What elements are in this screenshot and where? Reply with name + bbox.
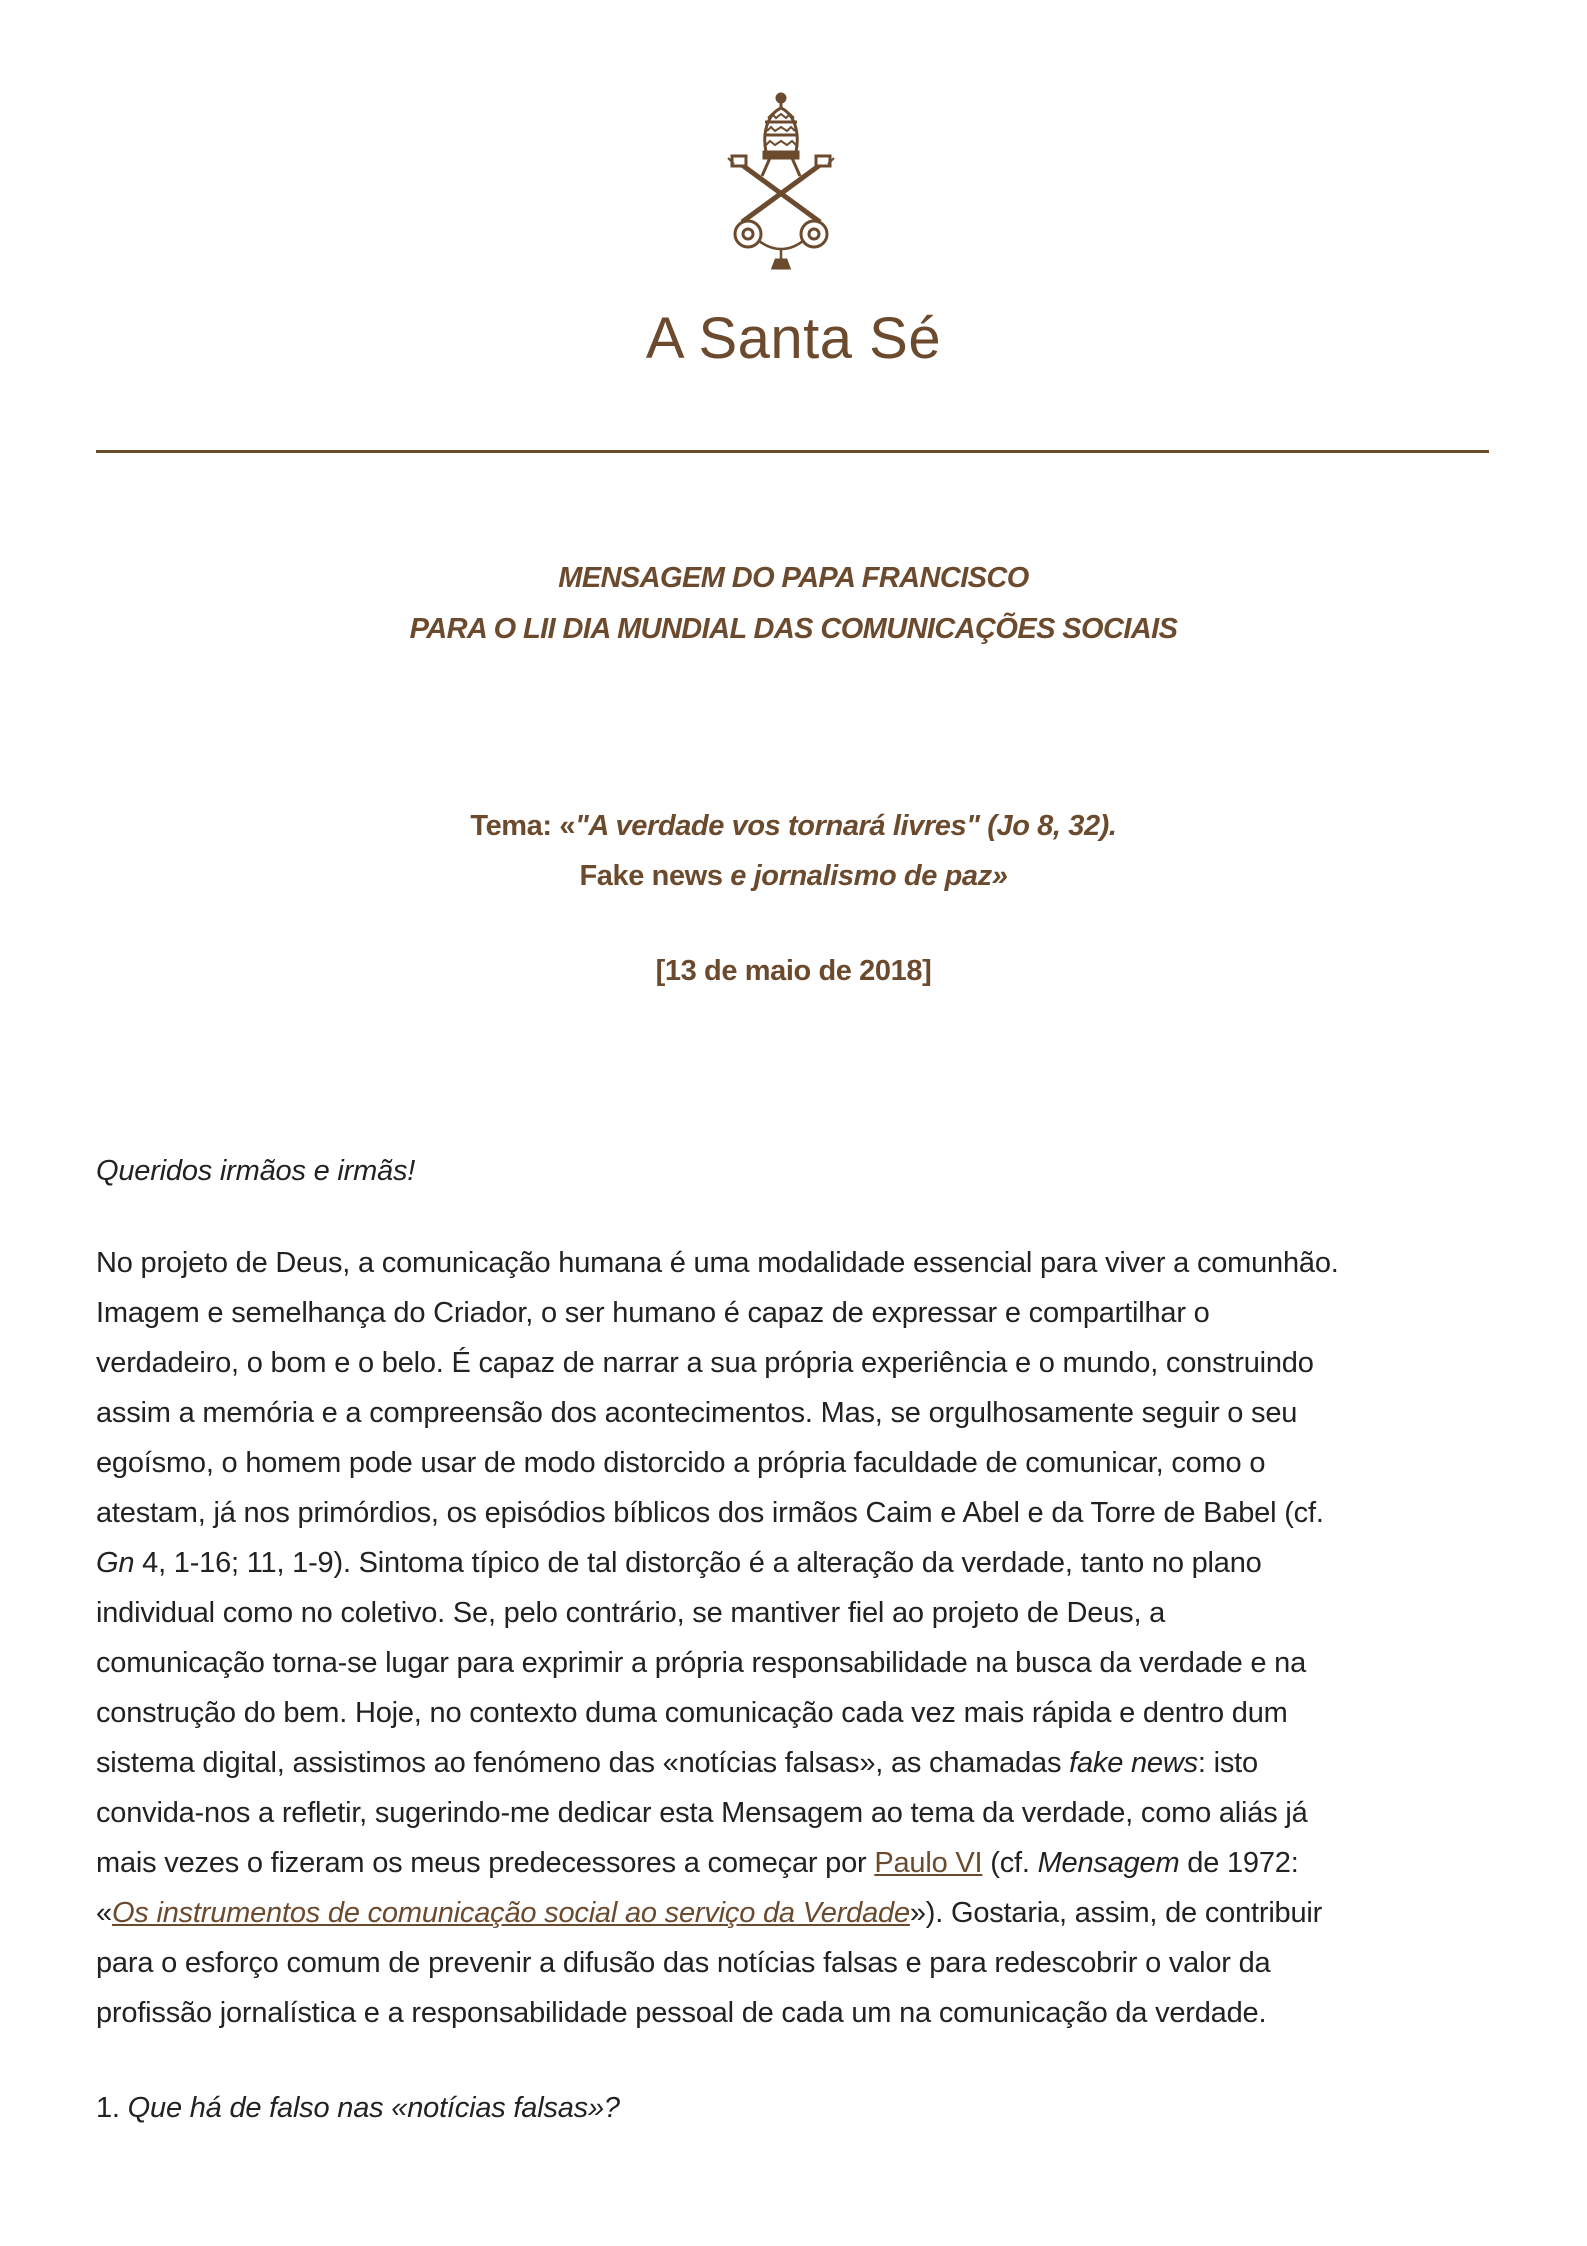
message-date: [13 de maio de 2018] [655, 955, 932, 987]
paragraph-line: No projeto de Deus, a comunicação humana é uma modalidade essencial para viver a comunhão. [96, 1247, 1339, 1279]
greeting: Queridos irmãos e irmãs! [96, 1155, 416, 1187]
paragraph-line: construção do bem. Hoje, no contexto duma comunicação cada vez mais rápida e dentro dum [96, 1697, 1288, 1729]
paragraph-text: : isto [1197, 1747, 1258, 1779]
paragraph-text: de 1972: [1179, 1847, 1299, 1879]
site-title: A Santa Sé [645, 306, 942, 371]
paragraph-line: profissão jornalística e a responsabilidade pessoal de cada um na comunicação da verdade. [96, 1997, 1267, 2029]
section-title: Que há de falso nas «notícias falsas»? [127, 2092, 620, 2124]
paragraph-line: egoísmo, o homem pode usar de modo distorcido a própria faculdade de comunicar, como o [96, 1447, 1266, 1479]
fake-news-term: fake news [1069, 1747, 1198, 1779]
theme-label: Tema: « [470, 810, 576, 842]
paragraph-text: (cf. [982, 1847, 1038, 1879]
paragraph-text: 4, 1-16; 11, 1-9). Sintoma típico de tal distorção é a alteração da verdade, tanto no plano [134, 1547, 1262, 1579]
header-divider [96, 450, 1489, 453]
theme-line1 [0, 810, 1587, 843]
paragraph-text: mais vezes o fizeram os meus predecessores a começar por [96, 1847, 875, 1879]
message-heading-line1: MENSAGEM DO PAPA FRANCISCO [558, 562, 1029, 594]
theme-rest: e jornalismo de paz» [722, 860, 1008, 892]
paragraph-text: sistema digital, assistimos ao fenómeno das «notícias falsas», as chamadas [96, 1747, 1070, 1779]
papal-coat-of-arms-icon [718, 92, 844, 270]
theme-line2 [0, 860, 1587, 893]
theme-quote: "A verdade vos tornará livres" (Jo 8, 32). [575, 810, 1117, 842]
paragraph-text: »). Gostaria, assim, de contribuir [909, 1897, 1323, 1929]
paragraph-line [96, 1838, 1496, 1888]
paragraph-line [96, 1738, 1496, 1788]
genesis-abbrev: Gn [96, 1547, 135, 1579]
intro-paragraph [96, 1238, 1496, 2038]
paragraph-line: verdadeiro, o bom e o belo. É capaz de narrar a sua própria experiência e o mundo, construindo [96, 1347, 1314, 1379]
paragraph-text: « [96, 1897, 112, 1929]
paragraph-line: individual como no coletivo. Se, pelo contrário, se mantiver fiel ao projeto de Deus, a [96, 1597, 1166, 1629]
message-heading-line2: PARA O LII DIA MUNDIAL DAS COMUNICAÇÕES SOCIAIS [409, 613, 1178, 645]
paragraph-line: Imagem e semelhança do Criador, o ser humano é capaz de expressar e compartilhar o [96, 1297, 1210, 1329]
paragraph-line: para o esforço comum de prevenir a difusão das notícias falsas e para redescobrir o valor da [96, 1947, 1271, 1979]
paragraph-line: convida-nos a refletir, sugerindo-me dedicar esta Mensagem ao tema da verdade, como aliás já [96, 1797, 1308, 1829]
paragraph-line [96, 1538, 1496, 1588]
paragraph-line: comunicação torna-se lugar para exprimir a própria responsabilidade na busca da verdade e na [96, 1647, 1306, 1679]
paulo-vi-link[interactable]: Paulo VI [874, 1847, 983, 1879]
theme-fake-news: Fake news [579, 860, 723, 892]
message-1972-link[interactable]: Os instrumentos de comunicação social ao serviço da Verdade [111, 1897, 910, 1929]
paragraph-line: assim a memória e a compreensão dos acontecimentos. Mas, se orgulhosamente seguir o seu [96, 1397, 1298, 1429]
paragraph-line [96, 1888, 1496, 1938]
section-1-heading [96, 2083, 1496, 2133]
mensagem-term: Mensagem [1037, 1847, 1180, 1879]
paragraph-line: atestam, já nos primórdios, os episódios bíblicos dos irmãos Caim e Abel e da Torre de Babel (cf. [96, 1497, 1324, 1529]
section-number: 1. [96, 2092, 128, 2124]
